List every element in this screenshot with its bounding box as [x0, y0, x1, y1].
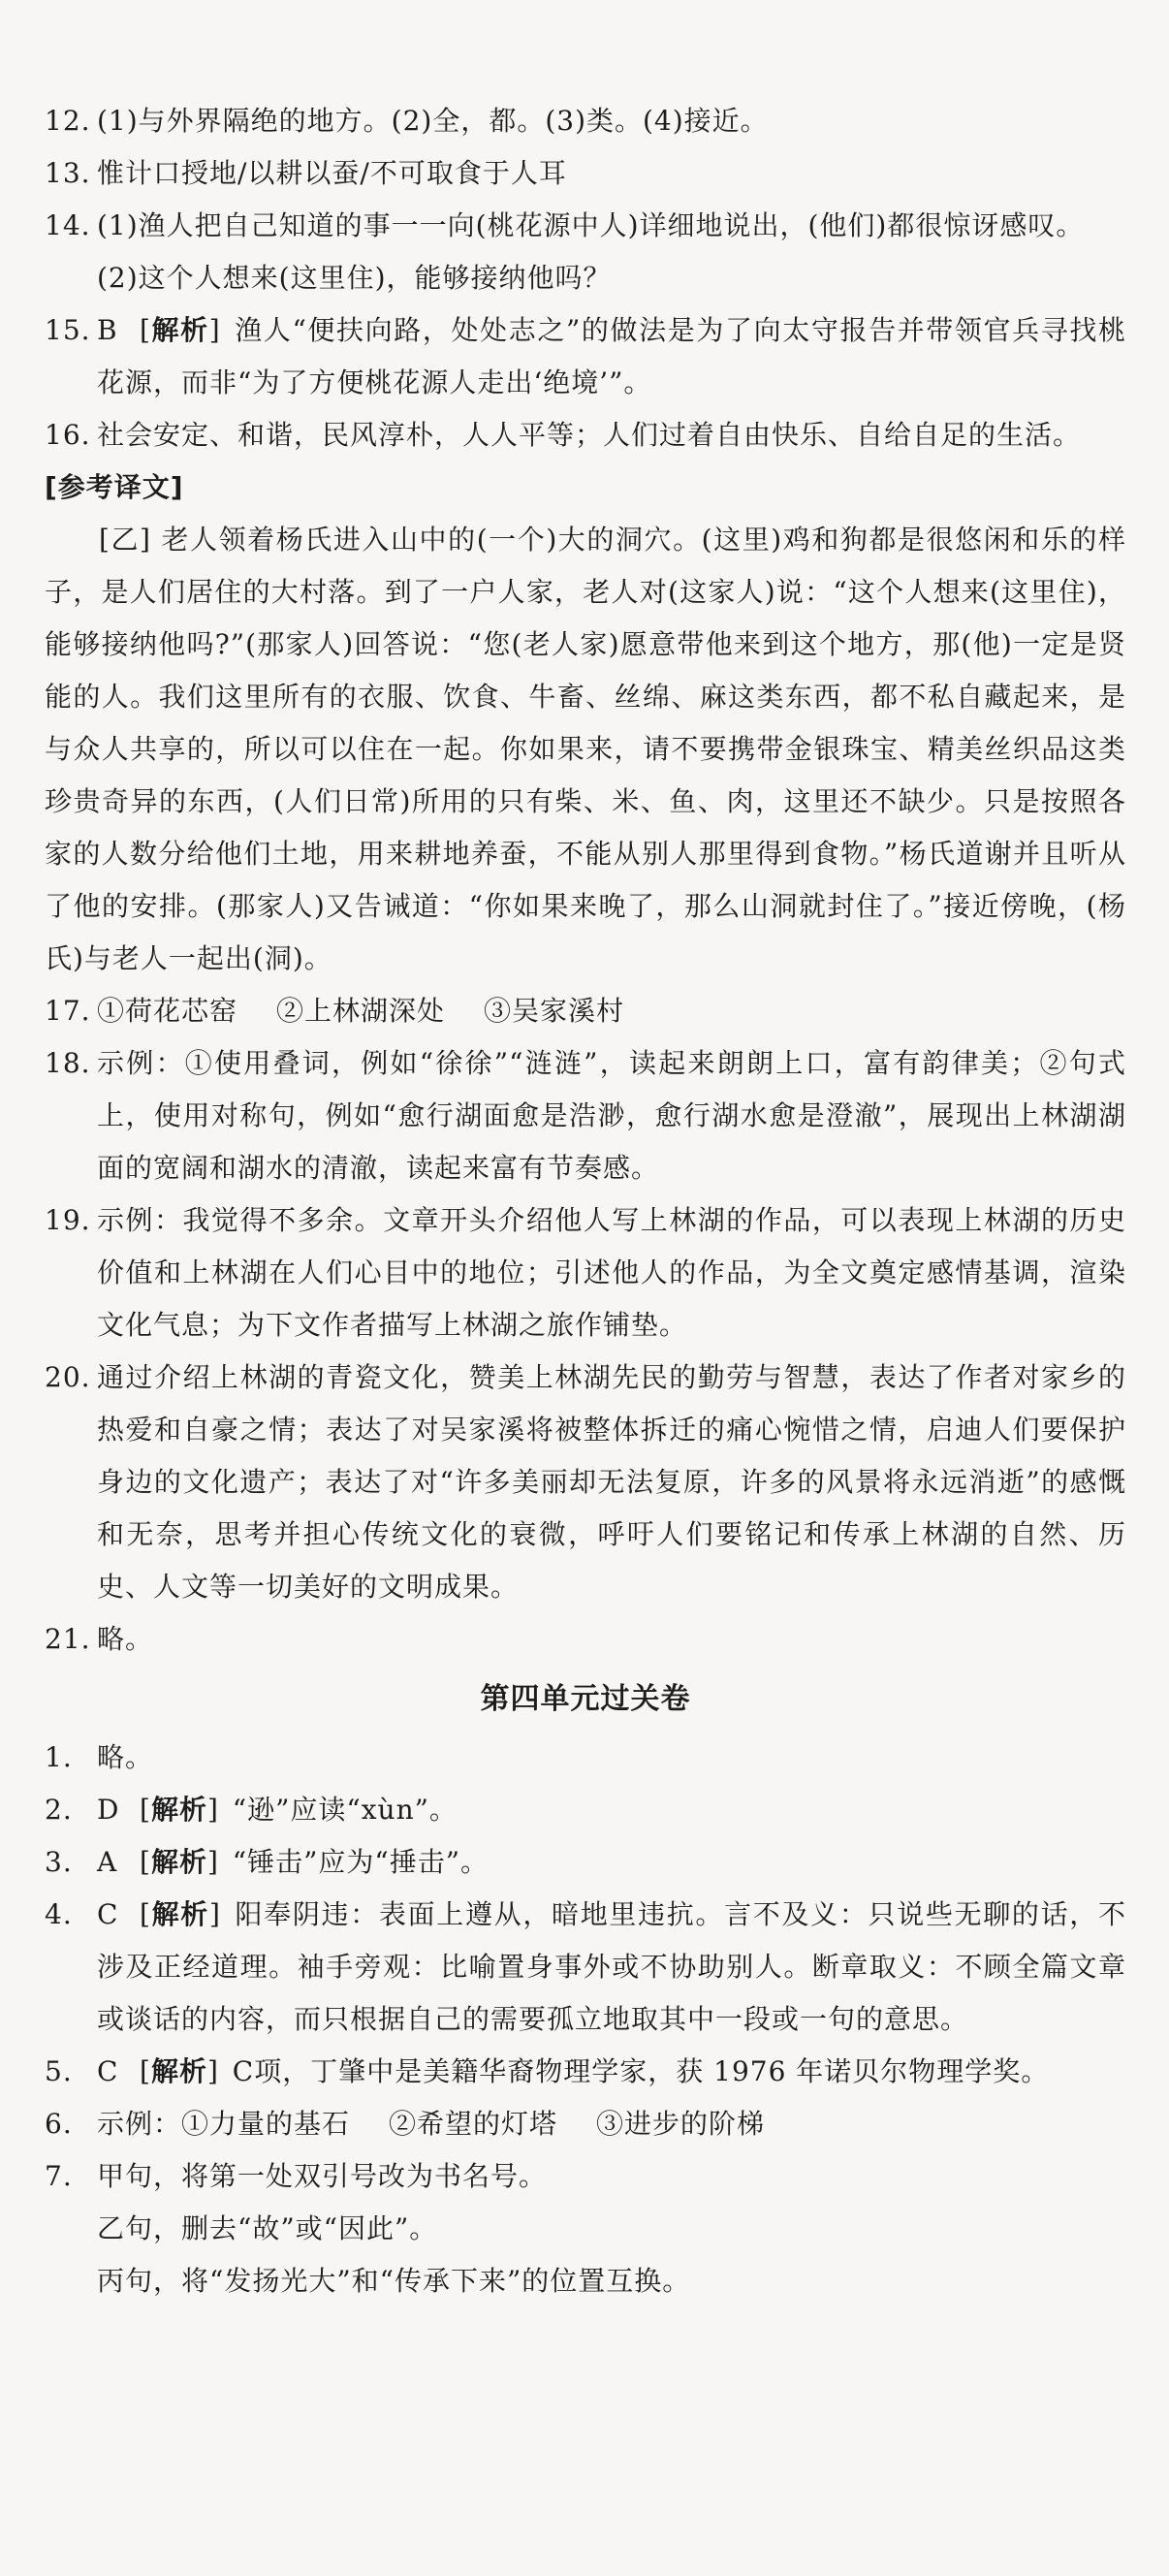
answer-text: C项，丁肇中是美籍华裔物理学家，获 1976 年诺贝尔物理学奖。: [232, 2055, 1050, 2087]
answer-17: [45, 985, 1126, 1037]
analysis-tag-label: 解析: [150, 2055, 207, 2087]
analysis-tag-label: 解析: [150, 314, 209, 346]
answer-text: 通过介绍上林湖的青瓷文化，赞美上林湖先民的勤劳与智慧，表达了作者对家乡的热爱和自豪之情；表达了对吴家溪将被整体拆迁的痛心惋惜之情，启迪人们要保护身边的文化遗产；表达了对“许多美丽却无法复原，许多的风景将永远消逝”的感慨和无奈，思考并担心传统文化的衰微，呼吁人们要铭记和传承上林湖的自然、历史、人文等一切美好的文明成果。: [97, 1361, 1126, 1603]
unit4-answer-6: [45, 2098, 1126, 2150]
answer-text: (1)渔人把自己知道的事一一向(桃花源中人)详细地说出，(他们)都很惊讶感叹。: [97, 209, 1085, 241]
question-number: 2.: [45, 1794, 73, 1826]
answer-text: 惟计口授地/以耕以蚕/不可取食于人耳: [97, 157, 567, 189]
answer-text: 示例：我觉得不多余。文章开头介绍他人写上林湖的作品，可以表现上林湖的历史价值和上林湖在人们心目中的地位；引述他人的作品，为全文奠定感情基调，渲染文化气息；为下文作者描写上林湖之旅作铺垫。: [97, 1204, 1126, 1341]
unit4-answer-4: [45, 1889, 1126, 2046]
question-number: 19.: [45, 1204, 91, 1236]
analysis-tag: [解析]: [140, 1898, 221, 1930]
analysis-tag: [解析]: [140, 314, 221, 346]
question-number: 17.: [45, 995, 91, 1027]
answer-20: [45, 1352, 1126, 1613]
unit4-answer-7-line-3: 丙句，将“发扬光大”和“传承下来”的位置互换。: [97, 2265, 691, 2297]
answer-21: [45, 1613, 1126, 1666]
answer-18: [45, 1037, 1126, 1194]
translation-text: [乙] 老人领着杨氏进入山中的(一个)大的洞穴。(这里)鸡和狗都是很悠闲和乐的样子，是人们居住的大村落。到了一户人家，老人对(这家人)说：“这个人想来(这里住)，能够接纳他吗?”(那家人)回答说：“您(老人家)愿意带他来到这个地方，那(他)一定是贤能的人。我们这里所有的衣服、饮食、牛畜、丝绵、麻这类东西，都不私自藏起来，是与众人共享的，所以可以住在一起。你如果来，请不要携带金银珠宝、精美丝织品这类珍贵奇异的东西，(人们日常)所用的只有柴、米、鱼、肉，这里还不缺少。只是按照各家的人数分给他们土地，用来耕地养蚕，不能从别人那里得到食物。”杨氏道谢并且听从了他的安排。(那家人)又告诫道：“你如果来晚了，那么山洞就封住了。”接近傍晚，(杨氏)与老人一起出(洞)。: [45, 524, 1126, 974]
answer-text: “锤击”应为“捶击”。: [232, 1846, 490, 1878]
answer-text: 略。: [97, 1623, 154, 1655]
question-number: 12.: [45, 105, 91, 137]
translation-heading: [参考译文]: [45, 471, 184, 503]
answer-text: “逊”应读“xùn”。: [232, 1794, 458, 1826]
question-number: 20.: [45, 1361, 91, 1393]
answer-item: ③吴家溪村: [484, 995, 625, 1027]
question-number: 4.: [45, 1898, 73, 1930]
unit4-answer-5: [45, 2046, 1126, 2098]
answer-option: B: [97, 314, 118, 346]
answer-14-line-2: (2)这个人想来(这里住)，能够接纳他吗？: [97, 262, 612, 294]
unit4-answer-2: [45, 1784, 1126, 1836]
analysis-tag: [解析]: [140, 2055, 219, 2087]
unit4-answer-1: [45, 1732, 1126, 1784]
answer-text: 示例：①使用叠词，例如“徐徐”“涟涟”，读起来朗朗上口，富有韵律美；②句式上，使用对称句，例如“愈行湖面愈是浩渺，愈行湖水愈是澄澈”，展现出上林湖湖面的宽阔和湖水的清澈，读起来富有节奏感。: [97, 1047, 1126, 1184]
answer-option: C: [97, 1898, 119, 1930]
question-number: 14.: [45, 209, 91, 241]
answer-item: ②希望的灯塔: [389, 2108, 558, 2140]
answer-item: ①荷花芯窑: [97, 995, 238, 1027]
answer-item: ②上林湖深处: [276, 995, 446, 1027]
question-number: 21.: [45, 1623, 91, 1655]
answer-option: D: [97, 1794, 120, 1826]
unit4-answer-7: [45, 2150, 1126, 2203]
question-number: 6.: [45, 2108, 73, 2140]
answer-12: [45, 95, 1126, 147]
question-number: 18.: [45, 1047, 91, 1079]
answer-text: 渔人“便扶向路，处处志之”的做法是为了向太守报告并带领官兵寻找桃花源，而非“为了方便桃花源人走出‘绝境’”。: [97, 314, 1126, 398]
analysis-tag-label: 解析: [150, 1898, 209, 1930]
question-number: 15.: [45, 314, 91, 346]
question-number: 16.: [45, 419, 91, 451]
answer-text: 社会安定、和谐，民风淳朴，人人平等；人们过着自由快乐、自给自足的生活。: [97, 419, 1082, 451]
answer-option: A: [97, 1846, 118, 1878]
answer-13: [45, 147, 1126, 200]
answer-item: ③进步的阶梯: [596, 2108, 766, 2140]
unit4-answer-3: [45, 1836, 1126, 1889]
question-number: 1.: [45, 1741, 73, 1773]
analysis-tag: [解析]: [140, 1846, 219, 1878]
question-number: 5.: [45, 2055, 73, 2087]
answer-14: [45, 200, 1126, 252]
answer-option: C: [97, 2055, 119, 2087]
analysis-tag: [解析]: [140, 1794, 219, 1826]
answer-16: [45, 409, 1126, 461]
answer-text: 略。: [97, 1741, 154, 1773]
answer-15: [45, 304, 1126, 409]
question-number: 7.: [45, 2160, 73, 2192]
answer-text: 甲句，将第一处双引号改为书名号。: [97, 2160, 548, 2192]
question-number: 3.: [45, 1846, 73, 1878]
analysis-tag-label: 解析: [150, 1794, 207, 1826]
section-title: 第四单元过关卷: [480, 1682, 691, 1716]
unit4-answer-7-line-2: 乙句，删去“故”或“因此”。: [97, 2212, 438, 2244]
answer-text: 示例：: [97, 2108, 182, 2140]
answer-19: [45, 1194, 1126, 1352]
answer-text: 阳奉阴违：表面上遵从，暗地里违抗。言不及义：只说些无聊的话，不涉及正经道理。袖手旁观：比喻置身事外或不协助别人。断章取义：不顾全篇文章或谈话的内容，而只根据自己的需要孤立地取其中一段或一句的意思。: [97, 1898, 1126, 2035]
answer-item: ①力量的基石: [181, 2108, 351, 2140]
answer-text: (1)与外界隔绝的地方。(2)全，都。(3)类。(4)接近。: [97, 105, 769, 137]
question-number: 13.: [45, 157, 91, 189]
analysis-tag-label: 解析: [150, 1846, 207, 1878]
